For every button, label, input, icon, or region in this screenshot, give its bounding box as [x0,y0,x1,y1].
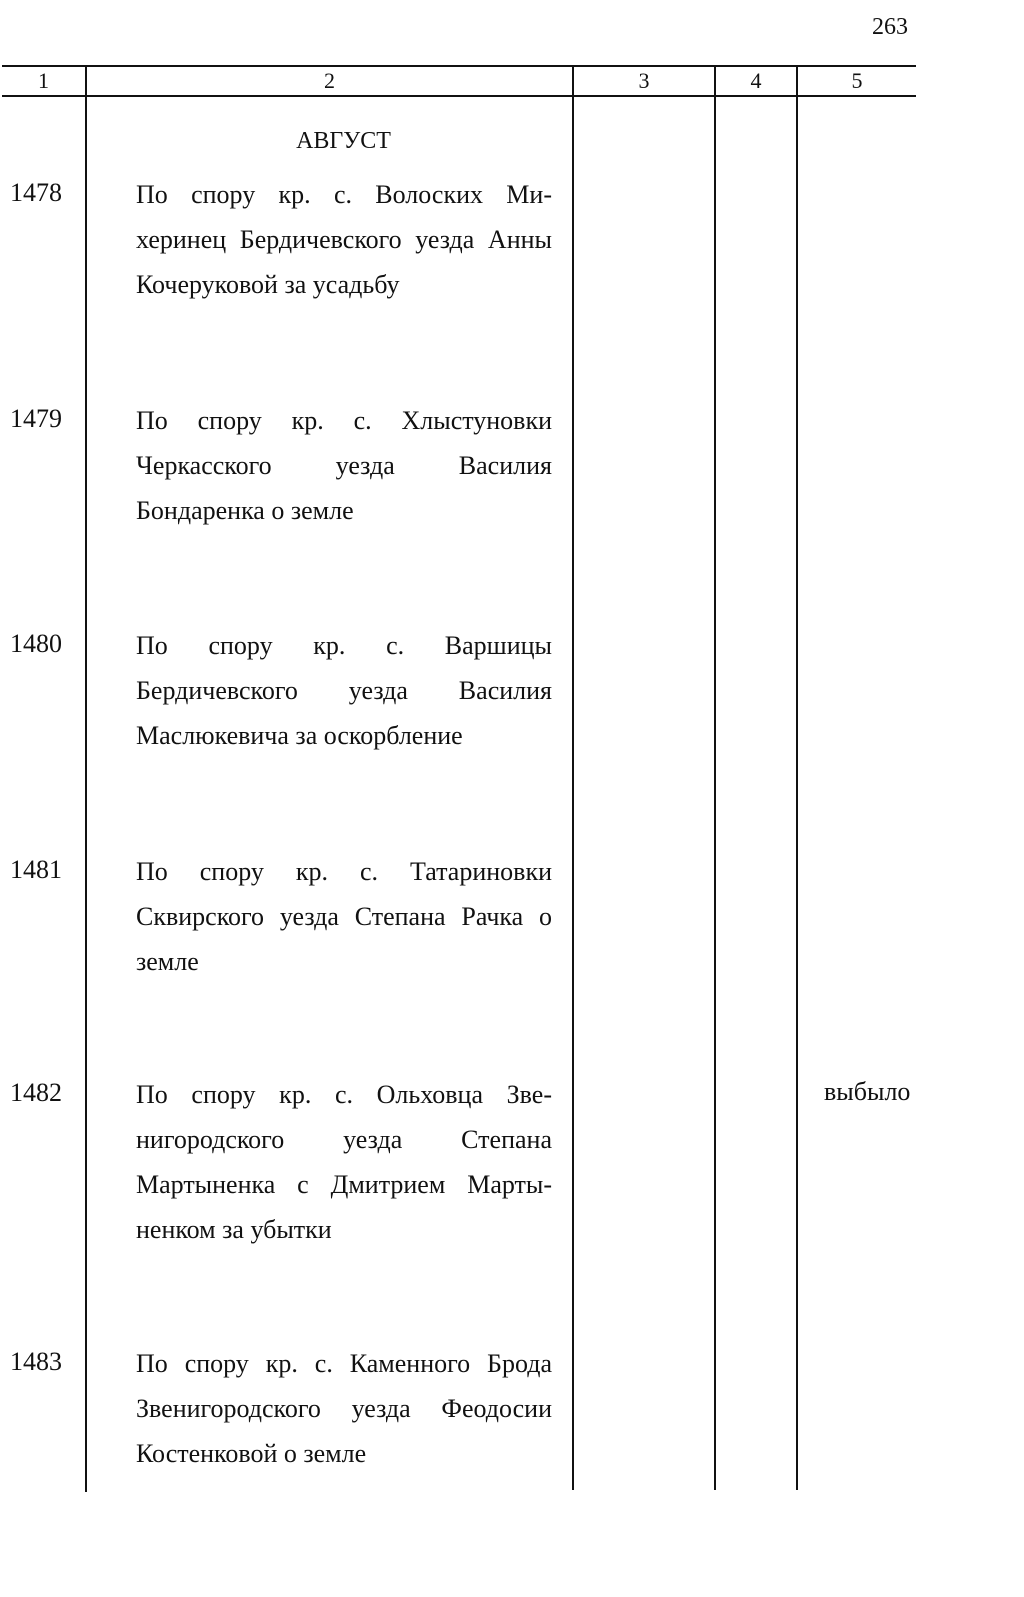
month-heading: АВГУСТ [296,128,391,154]
column-5-note: выбыло [824,1077,911,1106]
description-line: Костенковой о земле [136,1439,367,1468]
description-line: По спору кр. с. Каменного Брода [136,1349,552,1378]
column-divider [796,65,798,1490]
column-header-3: 3 [638,68,650,93]
entry-description [136,623,552,758]
column-header-1: 1 [38,68,49,93]
entry-description [136,849,552,984]
entry-description [136,1341,552,1476]
entry-description [136,1072,552,1252]
column-header-4: 4 [750,68,762,93]
description-line: Черкасского уезда Василия [136,451,552,480]
entry-description [136,172,552,307]
description-line: Бондаренка о земле [136,496,354,525]
description-line: По спору кр. с. Татариновки [136,857,552,886]
column-header-2: 2 [324,68,335,93]
description-line: По спору кр. с. Варшицы [136,631,552,660]
entry-number: 1479 [10,404,62,433]
description-line: Сквирского уезда Степана Рачка о [136,902,552,931]
description-line: Бердичевского уезда Василия [136,676,552,705]
header-bottom-rule [2,95,916,97]
description-line: земле [136,947,199,976]
table-top-rule [2,65,916,67]
description-line: Звенигородского уезда Феодосии [136,1394,552,1423]
column-divider [85,65,87,1492]
description-line: Мартыненка с Дмитрием Марты- [136,1170,552,1199]
description-line: ненком за убытки [136,1215,332,1244]
column-divider [714,65,716,1490]
column-divider [572,65,574,1490]
entry-description [136,398,552,533]
column-header-5: 5 [851,68,863,93]
entry-number: 1481 [10,855,62,884]
description-line: По спору кр. с. Волоских Ми- [136,180,552,209]
description-line: нигородского уезда Степана [136,1125,552,1154]
entry-number: 1483 [10,1347,62,1376]
entry-number: 1480 [10,629,62,658]
page-number: 263 [872,14,908,40]
description-line: херинец Бердичевского уезда Анны [136,225,552,254]
description-line: Маслюкевича за оскорбление [136,721,463,750]
description-line: Кочеруковой за усадьбу [136,270,400,299]
entry-number: 1482 [10,1078,62,1107]
description-line: По спору кр. с. Ольховца Зве- [136,1080,552,1109]
description-line: По спору кр. с. Хлыстуновки [136,406,552,435]
entry-number: 1478 [10,178,62,207]
